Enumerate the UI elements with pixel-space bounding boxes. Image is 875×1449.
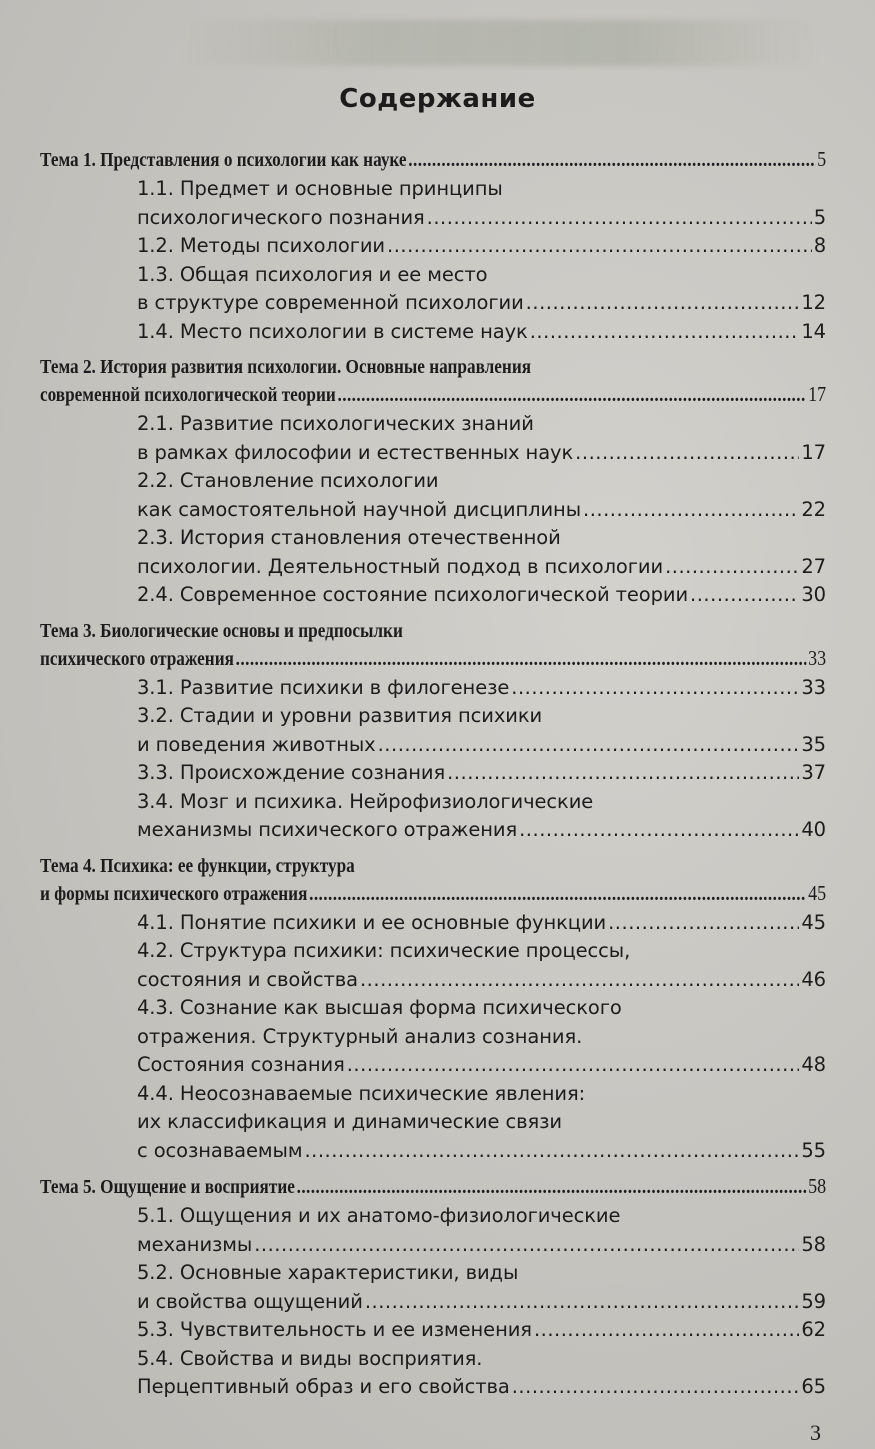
dot-leader xyxy=(427,204,812,233)
toc-line xyxy=(137,674,826,703)
toc-line xyxy=(40,354,826,381)
print-smudge xyxy=(180,20,820,66)
toc-line xyxy=(137,553,826,582)
toc-line xyxy=(137,1080,826,1109)
toc-line xyxy=(137,1108,826,1137)
toc-page-number: 12 xyxy=(801,291,826,314)
toc-line xyxy=(40,645,826,672)
toc-page-number: 46 xyxy=(801,967,826,991)
toc-line xyxy=(40,853,826,880)
subsection-title: 3.1. Развитие психики в филогенезе xyxy=(137,675,510,699)
page-number: 3 xyxy=(810,1420,821,1445)
subsection-title: как самостоятельной научной дисциплины xyxy=(137,497,581,521)
toc-page-number: 8 xyxy=(813,234,826,257)
dot-leader xyxy=(608,909,799,938)
toc-page-number: 55 xyxy=(801,1138,826,1162)
subsection-title: и свойства ощущений xyxy=(137,1289,363,1313)
toc-line xyxy=(137,909,826,938)
page-title: Содержание xyxy=(339,84,536,114)
toc-subsection xyxy=(40,788,826,845)
toc-line xyxy=(137,816,826,845)
subsection-title: 2.3. История становления отечественной xyxy=(137,526,561,549)
toc-line xyxy=(137,759,826,788)
dot-leader xyxy=(665,553,799,582)
dot-leader xyxy=(387,232,812,261)
toc-line xyxy=(40,381,826,408)
toc-topic xyxy=(40,853,826,907)
toc-line xyxy=(137,439,826,468)
topic-title: Тема 5. Ощущение и восприятие xyxy=(40,1176,295,1198)
subsection-title: 4.1. Понятие психики и ее основные функции xyxy=(137,910,607,934)
toc-line xyxy=(137,966,826,995)
toc-subsection xyxy=(40,261,826,318)
toc-page-number: 27 xyxy=(801,554,826,578)
toc-line xyxy=(137,994,826,1023)
topic-title: психического отражения xyxy=(40,647,234,670)
table-of-contents xyxy=(40,146,826,1402)
subsection-title: 1.3. Общая психология и ее место xyxy=(137,262,488,286)
topic-title: Тема 1. Представления о психологии как науке xyxy=(40,149,407,171)
toc-line xyxy=(137,496,826,525)
toc-line xyxy=(137,232,826,261)
subsection-title: состояния и свойства xyxy=(137,967,358,991)
dot-leader xyxy=(378,731,800,760)
toc-subsection xyxy=(40,232,826,261)
toc-line xyxy=(40,146,826,173)
toc-line xyxy=(137,1023,826,1052)
toc-line xyxy=(137,524,826,553)
toc-page-number: 30 xyxy=(801,583,826,606)
dot-leader xyxy=(690,581,799,610)
toc-page-number: 58 xyxy=(801,1232,826,1256)
toc-page-number: 65 xyxy=(801,1375,826,1398)
dot-leader xyxy=(347,1051,800,1080)
subsection-title: 4.2. Структура психики: психические процессы, xyxy=(137,939,631,962)
toc-page-number: 17 xyxy=(801,440,826,464)
dot-leader xyxy=(297,1174,807,1200)
subsection-title: в рамках философии и естественных наук xyxy=(137,440,574,464)
toc-line xyxy=(137,204,826,233)
subsection-title: 1.4. Место психологии в системе наук xyxy=(137,319,528,343)
dot-leader xyxy=(254,1231,799,1260)
toc-subsection xyxy=(40,674,826,703)
dot-leader xyxy=(337,382,806,408)
toc-line xyxy=(137,175,826,204)
toc-page-number: 62 xyxy=(801,1318,826,1341)
subsection-title: с осознаваемым xyxy=(137,1138,303,1162)
toc-page-number: 58 xyxy=(808,1174,827,1198)
topic-title: современной психологической теории xyxy=(40,384,336,406)
toc-line xyxy=(137,1202,826,1231)
dot-leader xyxy=(575,439,799,468)
subsection-title: в структуре современной психологии xyxy=(137,291,524,314)
toc-line xyxy=(137,731,826,760)
toc-subsection xyxy=(40,909,826,938)
toc-topic xyxy=(40,1173,826,1200)
subsection-title: механизмы психического отражения xyxy=(137,818,518,841)
toc-page-number: 35 xyxy=(801,732,826,756)
topic-title: Тема 4. Психика: ее функции, структура xyxy=(40,854,355,877)
dot-leader xyxy=(512,1373,800,1402)
toc-page-number: 40 xyxy=(801,818,826,841)
toc-page-number: 33 xyxy=(808,645,827,670)
toc-line xyxy=(137,702,826,731)
toc-subsection xyxy=(40,467,826,524)
subsection-title: 2.4. Современное состояние психологической теории xyxy=(137,583,689,606)
toc-line xyxy=(40,618,826,645)
dot-leader xyxy=(360,966,799,995)
toc-line xyxy=(40,1173,826,1200)
toc-page-number: 45 xyxy=(801,910,826,934)
topic-title: и формы психического отражения xyxy=(40,882,308,905)
dot-leader xyxy=(365,1288,800,1317)
toc-subsection xyxy=(40,318,826,347)
toc-line xyxy=(40,880,826,907)
subsection-title: 4.3. Сознание как высшая форма психического xyxy=(137,996,622,1019)
toc-subsection xyxy=(40,524,826,581)
toc-subsection xyxy=(40,1202,826,1259)
toc-subsection xyxy=(40,759,826,788)
dot-leader xyxy=(511,674,799,703)
toc-subsection xyxy=(40,702,826,759)
topic-title: Тема 2. История развития психологии. Основные направления xyxy=(40,356,532,378)
toc-page-number: 45 xyxy=(808,880,827,905)
subsection-title: 1.1. Предмет и основные принципы xyxy=(137,177,503,200)
subsection-title: психологического познания xyxy=(137,205,425,229)
toc-line xyxy=(137,289,826,318)
toc-subsection xyxy=(40,937,826,994)
subsection-title: 5.1. Ощущения и их анатомо-физиологические xyxy=(137,1204,621,1227)
toc-page-number: 5 xyxy=(813,205,826,229)
toc-page-number: 33 xyxy=(801,675,826,699)
toc-page-number: 5 xyxy=(817,147,827,171)
toc-topic xyxy=(40,618,826,672)
toc-subsection xyxy=(40,175,826,232)
subsection-title: 4.4. Неосознаваемые психические явления: xyxy=(137,1081,586,1105)
toc-page-number: 48 xyxy=(801,1053,826,1076)
dot-leader xyxy=(309,881,806,907)
subsection-title: 3.4. Мозг и психика. Нейрофизиологические xyxy=(137,789,594,813)
toc-page-number: 14 xyxy=(801,319,826,343)
topic-title: Тема 3. Биологические основы и предпосылки xyxy=(40,619,403,642)
subsection-title: 1.2. Методы психологии xyxy=(137,234,385,257)
dot-leader xyxy=(526,289,800,318)
dot-leader xyxy=(447,759,799,788)
toc-topic xyxy=(40,354,826,408)
toc-subsection xyxy=(40,1316,826,1345)
subsection-title: отражения. Структурный анализ сознания. xyxy=(137,1024,583,1048)
dot-leader xyxy=(519,816,799,845)
toc-line xyxy=(137,261,826,290)
subsection-title: механизмы xyxy=(137,1232,253,1256)
toc-page-number: 37 xyxy=(801,761,826,784)
dot-leader xyxy=(236,646,807,672)
toc-page-number: 17 xyxy=(808,382,827,406)
toc-topic xyxy=(40,146,826,173)
toc-line xyxy=(137,581,826,610)
subsection-title: 2.2. Становление психологии xyxy=(137,469,439,492)
subsection-title: 3.3. Происхождение сознания xyxy=(137,761,446,784)
subsection-title: 3.2. Стадии и уровни развития психики xyxy=(137,704,543,727)
dot-leader xyxy=(583,496,799,525)
toc-line xyxy=(137,1231,826,1260)
subsection-title: 5.3. Чувствительность и ее изменения xyxy=(137,1318,532,1341)
toc-subsection xyxy=(40,581,826,610)
toc-line xyxy=(137,1137,826,1166)
toc-subsection xyxy=(40,1259,826,1316)
toc-line xyxy=(137,1373,826,1402)
toc-line xyxy=(137,1259,826,1288)
toc-subsection xyxy=(40,1345,826,1402)
toc-line xyxy=(137,467,826,496)
toc-page-number: 59 xyxy=(801,1289,826,1313)
toc-line xyxy=(137,1051,826,1080)
toc-line xyxy=(137,410,826,439)
subsection-title: психологии. Деятельностный подход в психологии xyxy=(137,554,664,578)
toc-line xyxy=(137,788,826,817)
toc-page-number: 22 xyxy=(801,497,826,521)
subsection-title: 5.4. Свойства и виды восприятия. xyxy=(137,1346,483,1370)
subsection-title: 5.2. Основные характеристики, виды xyxy=(137,1261,519,1284)
toc-subsection xyxy=(40,1080,826,1166)
toc-line xyxy=(137,318,826,347)
dot-leader xyxy=(530,318,800,347)
subsection-title: их классификация и динамические связи xyxy=(137,1110,562,1133)
dot-leader xyxy=(304,1137,799,1166)
toc-line xyxy=(137,1288,826,1317)
subsection-title: Состояния сознания xyxy=(137,1053,345,1076)
subsection-title: Перцептивный образ и его свойства xyxy=(137,1375,510,1398)
toc-line xyxy=(137,937,826,966)
toc-subsection xyxy=(40,410,826,467)
subsection-title: 2.1. Развитие психологических знаний xyxy=(137,412,534,435)
dot-leader xyxy=(534,1316,799,1345)
toc-subsection xyxy=(40,994,826,1080)
toc-line xyxy=(137,1345,826,1374)
dot-leader xyxy=(408,147,815,173)
subsection-title: и поведения животных xyxy=(137,732,376,756)
toc-line xyxy=(137,1316,826,1345)
